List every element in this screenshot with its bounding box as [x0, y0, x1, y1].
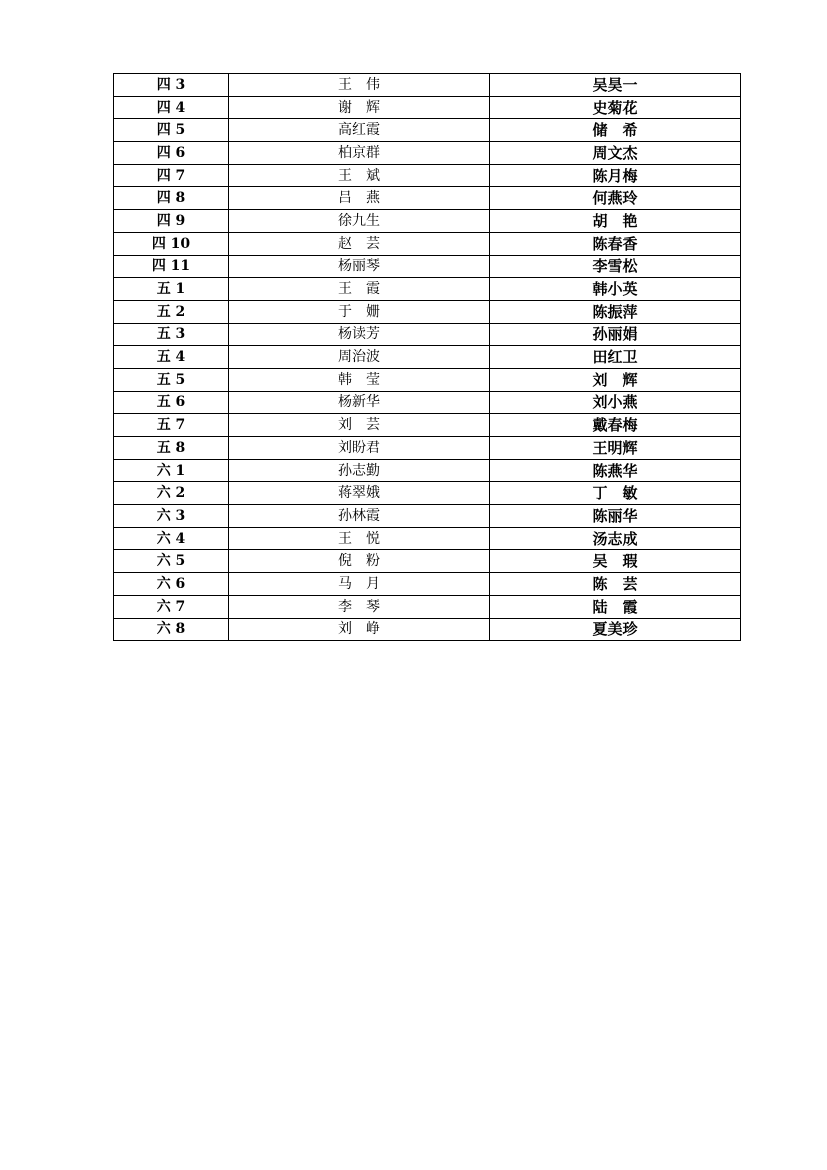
table-row	[114, 573, 741, 596]
teacher-cell: 孙志勤	[229, 459, 490, 482]
teacher-cell: 李 琴	[229, 595, 490, 618]
leader-cell: 陈 芸	[490, 573, 741, 596]
class-cell: 四 8	[114, 187, 229, 210]
table-row	[114, 255, 741, 278]
class-cell: 五 7	[114, 414, 229, 437]
class-cell: 五 2	[114, 300, 229, 323]
roster-table	[113, 73, 741, 641]
leader-cell: 胡 艳	[490, 210, 741, 233]
table-row	[114, 437, 741, 460]
leader-cell: 储 希	[490, 119, 741, 142]
leader-cell: 陈振萍	[490, 300, 741, 323]
table-row	[114, 368, 741, 391]
table-row	[114, 119, 741, 142]
teacher-cell: 柏京群	[229, 142, 490, 165]
table-row	[114, 323, 741, 346]
class-cell: 四 9	[114, 210, 229, 233]
teacher-cell: 蒋翠娥	[229, 482, 490, 505]
leader-cell: 李雪松	[490, 255, 741, 278]
teacher-cell: 谢 辉	[229, 96, 490, 119]
table-row	[114, 414, 741, 437]
table-row	[114, 187, 741, 210]
leader-cell: 陈月梅	[490, 164, 741, 187]
leader-cell: 韩小英	[490, 278, 741, 301]
class-cell: 六 6	[114, 573, 229, 596]
table-row	[114, 232, 741, 255]
leader-cell: 王明辉	[490, 437, 741, 460]
leader-cell: 陈丽华	[490, 505, 741, 528]
class-cell: 五 6	[114, 391, 229, 414]
class-cell: 四 7	[114, 164, 229, 187]
teacher-cell: 王 伟	[229, 74, 490, 97]
leader-cell: 周文杰	[490, 142, 741, 165]
teacher-cell: 周治波	[229, 346, 490, 369]
leader-cell: 吴昊一	[490, 74, 741, 97]
leader-cell: 夏美珍	[490, 618, 741, 641]
leader-cell: 何燕玲	[490, 187, 741, 210]
table-row	[114, 142, 741, 165]
class-cell: 五 4	[114, 346, 229, 369]
roster-table-body	[114, 74, 741, 641]
table-row	[114, 459, 741, 482]
table-row	[114, 550, 741, 573]
table-row	[114, 74, 741, 97]
leader-cell: 丁 敏	[490, 482, 741, 505]
leader-cell: 刘小燕	[490, 391, 741, 414]
teacher-cell: 赵 芸	[229, 232, 490, 255]
class-cell: 四 11	[114, 255, 229, 278]
class-cell: 六 8	[114, 618, 229, 641]
class-cell: 四 5	[114, 119, 229, 142]
teacher-cell: 孙林霞	[229, 505, 490, 528]
table-row	[114, 482, 741, 505]
teacher-cell: 吕 燕	[229, 187, 490, 210]
teacher-cell: 王 霞	[229, 278, 490, 301]
teacher-cell: 徐九生	[229, 210, 490, 233]
teacher-cell: 刘盼君	[229, 437, 490, 460]
teacher-cell: 王 斌	[229, 164, 490, 187]
leader-cell: 田红卫	[490, 346, 741, 369]
class-cell: 四 3	[114, 74, 229, 97]
table-row	[114, 505, 741, 528]
table-row	[114, 164, 741, 187]
class-cell: 六 4	[114, 527, 229, 550]
teacher-cell: 于 姗	[229, 300, 490, 323]
leader-cell: 戴春梅	[490, 414, 741, 437]
table-row	[114, 527, 741, 550]
teacher-cell: 马 月	[229, 573, 490, 596]
class-cell: 六 1	[114, 459, 229, 482]
teacher-cell: 倪 粉	[229, 550, 490, 573]
table-row	[114, 595, 741, 618]
teacher-cell: 杨读芳	[229, 323, 490, 346]
class-cell: 五 5	[114, 368, 229, 391]
leader-cell: 陈燕华	[490, 459, 741, 482]
teacher-cell: 杨新华	[229, 391, 490, 414]
leader-cell: 汤志成	[490, 527, 741, 550]
class-cell: 六 7	[114, 595, 229, 618]
table-row	[114, 618, 741, 641]
teacher-cell: 王 悦	[229, 527, 490, 550]
class-cell: 五 8	[114, 437, 229, 460]
table-row	[114, 96, 741, 119]
table-row	[114, 278, 741, 301]
leader-cell: 孙丽娟	[490, 323, 741, 346]
teacher-cell: 高红霞	[229, 119, 490, 142]
leader-cell: 陆 霞	[490, 595, 741, 618]
class-cell: 六 3	[114, 505, 229, 528]
teacher-cell: 杨丽琴	[229, 255, 490, 278]
class-cell: 四 10	[114, 232, 229, 255]
class-cell: 四 4	[114, 96, 229, 119]
table-row	[114, 346, 741, 369]
table-row	[114, 300, 741, 323]
leader-cell: 吴 瑕	[490, 550, 741, 573]
class-cell: 六 5	[114, 550, 229, 573]
teacher-cell: 韩 莹	[229, 368, 490, 391]
table-row	[114, 391, 741, 414]
class-cell: 五 3	[114, 323, 229, 346]
class-cell: 五 1	[114, 278, 229, 301]
class-cell: 六 2	[114, 482, 229, 505]
class-cell: 四 6	[114, 142, 229, 165]
teacher-cell: 刘 芸	[229, 414, 490, 437]
table-row	[114, 210, 741, 233]
leader-cell: 刘 辉	[490, 368, 741, 391]
leader-cell: 史菊花	[490, 96, 741, 119]
leader-cell: 陈春香	[490, 232, 741, 255]
teacher-cell: 刘 峥	[229, 618, 490, 641]
